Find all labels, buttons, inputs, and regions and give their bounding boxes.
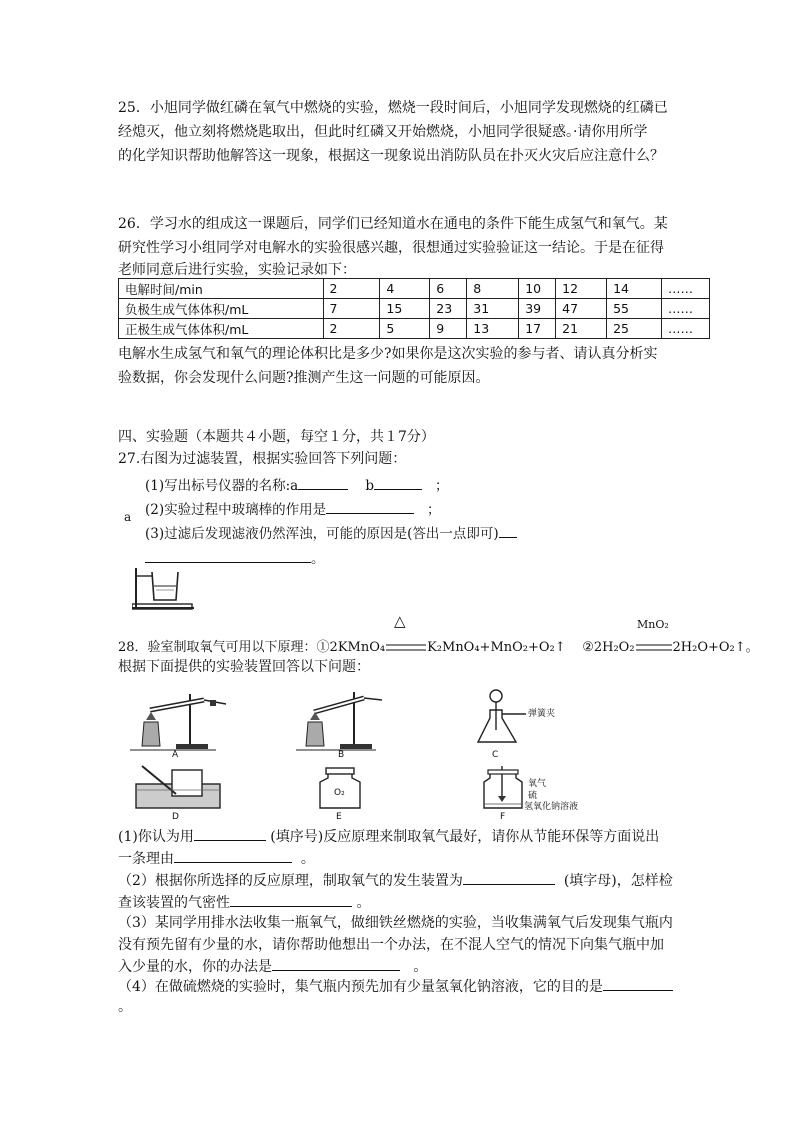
q28-part4-end: 。 <box>118 999 132 1015</box>
q27-text: b <box>365 478 375 494</box>
label-a: a <box>124 510 132 524</box>
q27-text: (1)写出标号仪器的名称:a <box>145 478 299 494</box>
q28-text: (填字母)，怎样检 <box>563 873 673 889</box>
apparatus-label: F <box>500 812 506 822</box>
q25-line: 的化学知识帮助他解答这一现象，根据这一现象说出消防队员在扑灭火灾后应注意什么？ <box>118 148 664 164</box>
answer-blank[interactable] <box>463 870 555 885</box>
table-cell: 电解时间/min <box>119 279 324 299</box>
q27-text: (3)过滤后发现滤液仍然浑浊，可能的原因是(答出一点即可) <box>145 526 499 542</box>
answer-blank[interactable] <box>174 848 292 863</box>
q27-part3 <box>145 522 517 542</box>
answer-blank[interactable] <box>145 548 311 563</box>
question-26 <box>118 212 678 280</box>
table-cell: 负极生成气体体积/mL <box>119 299 324 319</box>
table-cell: …… <box>661 319 709 339</box>
q28-text: 。 <box>413 959 428 975</box>
table-cell: 13 <box>467 319 519 339</box>
q26-followup <box>118 342 678 390</box>
equals-sign-icon <box>635 643 673 653</box>
apparatus-label: D <box>172 812 179 822</box>
section-title: 四、实验题（本题共４小题，每空１分，共１7分） <box>118 429 435 445</box>
q27-part2 <box>145 498 441 518</box>
q25-line: 25．小旭同学做红磷在氧气中燃烧的实验，燃烧一段时间后，小旭同学发现燃烧的红磷已 <box>118 100 668 116</box>
q27-text: (2)实验过程中玻璃棒的作用是 <box>145 502 327 518</box>
oxygen-bottle-label: O₂ <box>334 788 345 798</box>
table-cell: 8 <box>467 279 519 299</box>
q27-intro: 27.右图为过滤装置，根据实验回答下列问题： <box>118 451 407 467</box>
equals-sign-icon <box>385 643 427 653</box>
table-cell: 2 <box>323 319 380 339</box>
table-cell: 31 <box>467 299 519 319</box>
apparatus-d-figure <box>132 764 224 812</box>
table-cell: …… <box>661 299 709 319</box>
table-cell: 5 <box>380 319 430 339</box>
answer-blank[interactable] <box>230 892 352 907</box>
q28-part2-cont <box>118 892 370 912</box>
sulfur-label: 硫 <box>528 791 538 801</box>
table-cell: 14 <box>607 279 662 299</box>
table-cell: 4 <box>380 279 430 299</box>
q28-equation-line <box>118 636 759 655</box>
table-row <box>119 299 710 319</box>
table-cell: 23 <box>430 299 467 319</box>
apparatus-label: C <box>492 750 499 760</box>
table-cell: 21 <box>556 319 607 339</box>
apparatus-label: B <box>338 750 345 760</box>
table-cell: 47 <box>556 299 607 319</box>
table-row <box>119 319 710 339</box>
equation-text: 28．验室制取氧气可用以下原理：①2KMnO₄ <box>118 640 386 655</box>
answer-blank[interactable] <box>298 475 348 490</box>
apparatus-label: E <box>336 812 342 822</box>
q26-line: 验数据，你会发现什么问题?推测产生这一问题的可能原因。 <box>118 370 490 386</box>
q28-text: (1)你认为用 <box>118 829 194 845</box>
answer-blank[interactable] <box>326 499 414 514</box>
table-cell: 17 <box>519 319 556 339</box>
apparatus-c-figure <box>476 686 526 746</box>
oxygen-label: 氧气 <box>528 779 547 789</box>
electrolysis-data-table <box>118 278 710 339</box>
q27-text: ； <box>434 478 449 494</box>
q28-text: （4）在做硫燃烧的实验时，集气瓶内预先加有少量氢氧化钠溶液，它的目的是 <box>118 979 603 995</box>
equation-text: K₂MnO₄+MnO₂+O₂↑ <box>427 640 566 655</box>
question-25 <box>118 96 678 168</box>
answer-blank[interactable] <box>603 976 673 991</box>
q26-line: 老师同意后进行实验，实验记录如下： <box>118 262 356 278</box>
apparatus-b-figure <box>296 686 386 756</box>
equation-text: ②2H₂O₂ <box>582 640 635 655</box>
q27-part1 <box>145 474 448 494</box>
q28-text: （2）根据你所选择的反应原理，制取氧气的发生装置为 <box>118 873 463 889</box>
q26-line: 26．学习水的组成这一课题后，同学们已经知道水在通电的条件下能生成氢气和氧气。某 <box>118 216 668 232</box>
q28-text: (填序号)反应原理来制取氧气最好，请你从节能环保等方面说出 <box>270 829 660 845</box>
q27-text: 。 <box>311 551 325 567</box>
table-cell: 9 <box>430 319 467 339</box>
table-cell: 2 <box>323 279 380 299</box>
answer-blank[interactable] <box>499 523 517 538</box>
q28-line: （3）某同学用排水法收集一瓶氧气，做细铁丝燃烧的实验，当收集满氧气后发现集气瓶内 <box>118 915 673 931</box>
apparatus-label: A <box>172 750 179 760</box>
table-row <box>119 279 710 299</box>
q26-line: 研究性学习小组同学对电解水的实验很感兴趣，很想通过实验验证这一结论。于是在征得 <box>118 240 664 256</box>
equation-text: 2H₂O+O₂↑。 <box>672 640 759 655</box>
heat-condition: △ <box>394 612 406 630</box>
table-cell: 39 <box>519 299 556 319</box>
table-cell: …… <box>661 279 709 299</box>
answer-blank[interactable] <box>374 475 422 490</box>
q28-intro: 根据下面提供的实验装置回答以下问题： <box>118 659 370 675</box>
q28-text: 。 <box>356 895 371 911</box>
q28-part2 <box>118 870 673 890</box>
table-cell: 10 <box>519 279 556 299</box>
table-cell: 7 <box>323 299 380 319</box>
q25-line: 经熄灭，他立刻将燃烧匙取出，但此时红磷又开始燃烧，小旭同学很疑惑。·请你用所学 <box>118 124 648 140</box>
q28-part4 <box>118 976 673 996</box>
q26-line: 电解水生成氢气和氧气的理论体积比是多少?如果你是这次实验的参与者、请认真分析实 <box>118 346 658 362</box>
apparatus-f-figure <box>480 766 526 812</box>
q28-part1-cont <box>118 848 315 868</box>
q28-line <box>118 956 678 978</box>
answer-blank[interactable] <box>272 956 400 971</box>
filter-apparatus-figure <box>132 566 194 612</box>
answer-blank[interactable] <box>194 826 266 841</box>
q27-part3-cont <box>145 547 325 567</box>
q28-text: 查该装置的气密性 <box>118 895 230 911</box>
q28-text: 一条理由 <box>118 851 174 867</box>
table-cell: 6 <box>430 279 467 299</box>
table-cell: 25 <box>607 319 662 339</box>
q28-text: 入少量的水，你的办法是 <box>118 959 272 975</box>
catalyst-condition: MnO₂ <box>637 618 669 631</box>
q28-text: 。 <box>300 851 315 867</box>
table-cell: 12 <box>556 279 607 299</box>
q28-part1 <box>118 826 659 846</box>
table-cell: 15 <box>380 299 430 319</box>
naoh-solution-label: 氢氧化钠溶液 <box>524 802 579 812</box>
table-cell: 正极生成气体体积/mL <box>119 319 324 339</box>
q27-text: ； <box>427 502 441 518</box>
table-cell: 55 <box>607 299 662 319</box>
q28-line: 没有预先留有少量的水，请你帮助他想出一个办法，在不混人空气的情况下向集气瓶中加 <box>118 937 664 953</box>
q28-part3 <box>118 912 678 978</box>
spring-clip-label: 弹簧夹 <box>528 709 556 719</box>
apparatus-a-figure <box>130 686 230 756</box>
